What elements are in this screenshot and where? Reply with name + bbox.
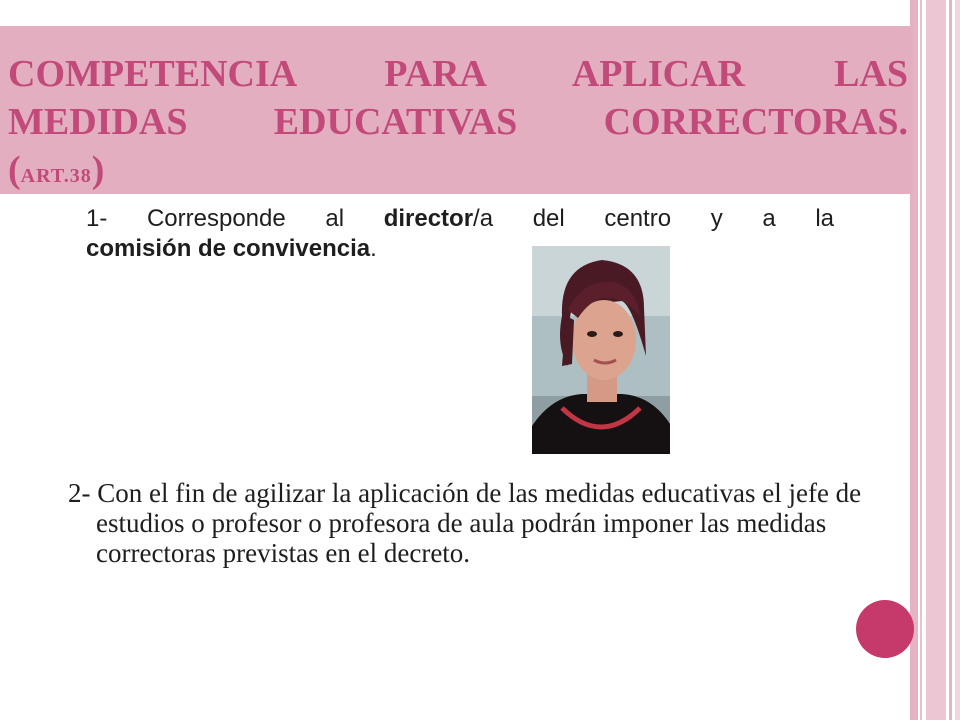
point-2-paragraph: 2- Con el fin de agilizar la aplicación de las medidas educativas el jefe de estudios o profesor o profesora de aula podrán imponer las medidas correctoras previstas en el decreto. bbox=[68, 478, 862, 568]
point-1-mid: /a del centro y a la bbox=[473, 205, 834, 232]
stripe bbox=[949, 0, 952, 720]
slide-title bbox=[8, 50, 908, 200]
title-paren-open: ( bbox=[8, 149, 21, 191]
point-1-bold-comision: comisión de convivencia bbox=[86, 235, 371, 262]
point-1-end: . bbox=[370, 235, 377, 262]
point-1-line-1 bbox=[86, 204, 834, 234]
stripe bbox=[955, 0, 960, 720]
stripe bbox=[920, 0, 922, 720]
title-banner bbox=[0, 26, 913, 194]
article-reference: ART.38 bbox=[20, 165, 92, 187]
stripe bbox=[926, 0, 946, 720]
portrait-photo bbox=[532, 246, 670, 454]
title-line-1: COMPETENCIA PARA APLICAR LAS bbox=[8, 53, 908, 95]
title-paren-close: ) bbox=[91, 149, 105, 191]
point-1-paragraph bbox=[86, 204, 834, 264]
point-1-prefix: 1- Corresponde al bbox=[86, 205, 384, 232]
decorative-pink-circle bbox=[856, 600, 914, 658]
title-line-2: MEDIDAS EDUCATIVAS CORRECTORAS. bbox=[8, 101, 908, 143]
title-line-3 bbox=[8, 146, 908, 200]
portrait-illustration bbox=[532, 246, 670, 454]
decorative-side-stripes bbox=[910, 0, 960, 720]
point-1-bold-director: director bbox=[383, 205, 474, 232]
